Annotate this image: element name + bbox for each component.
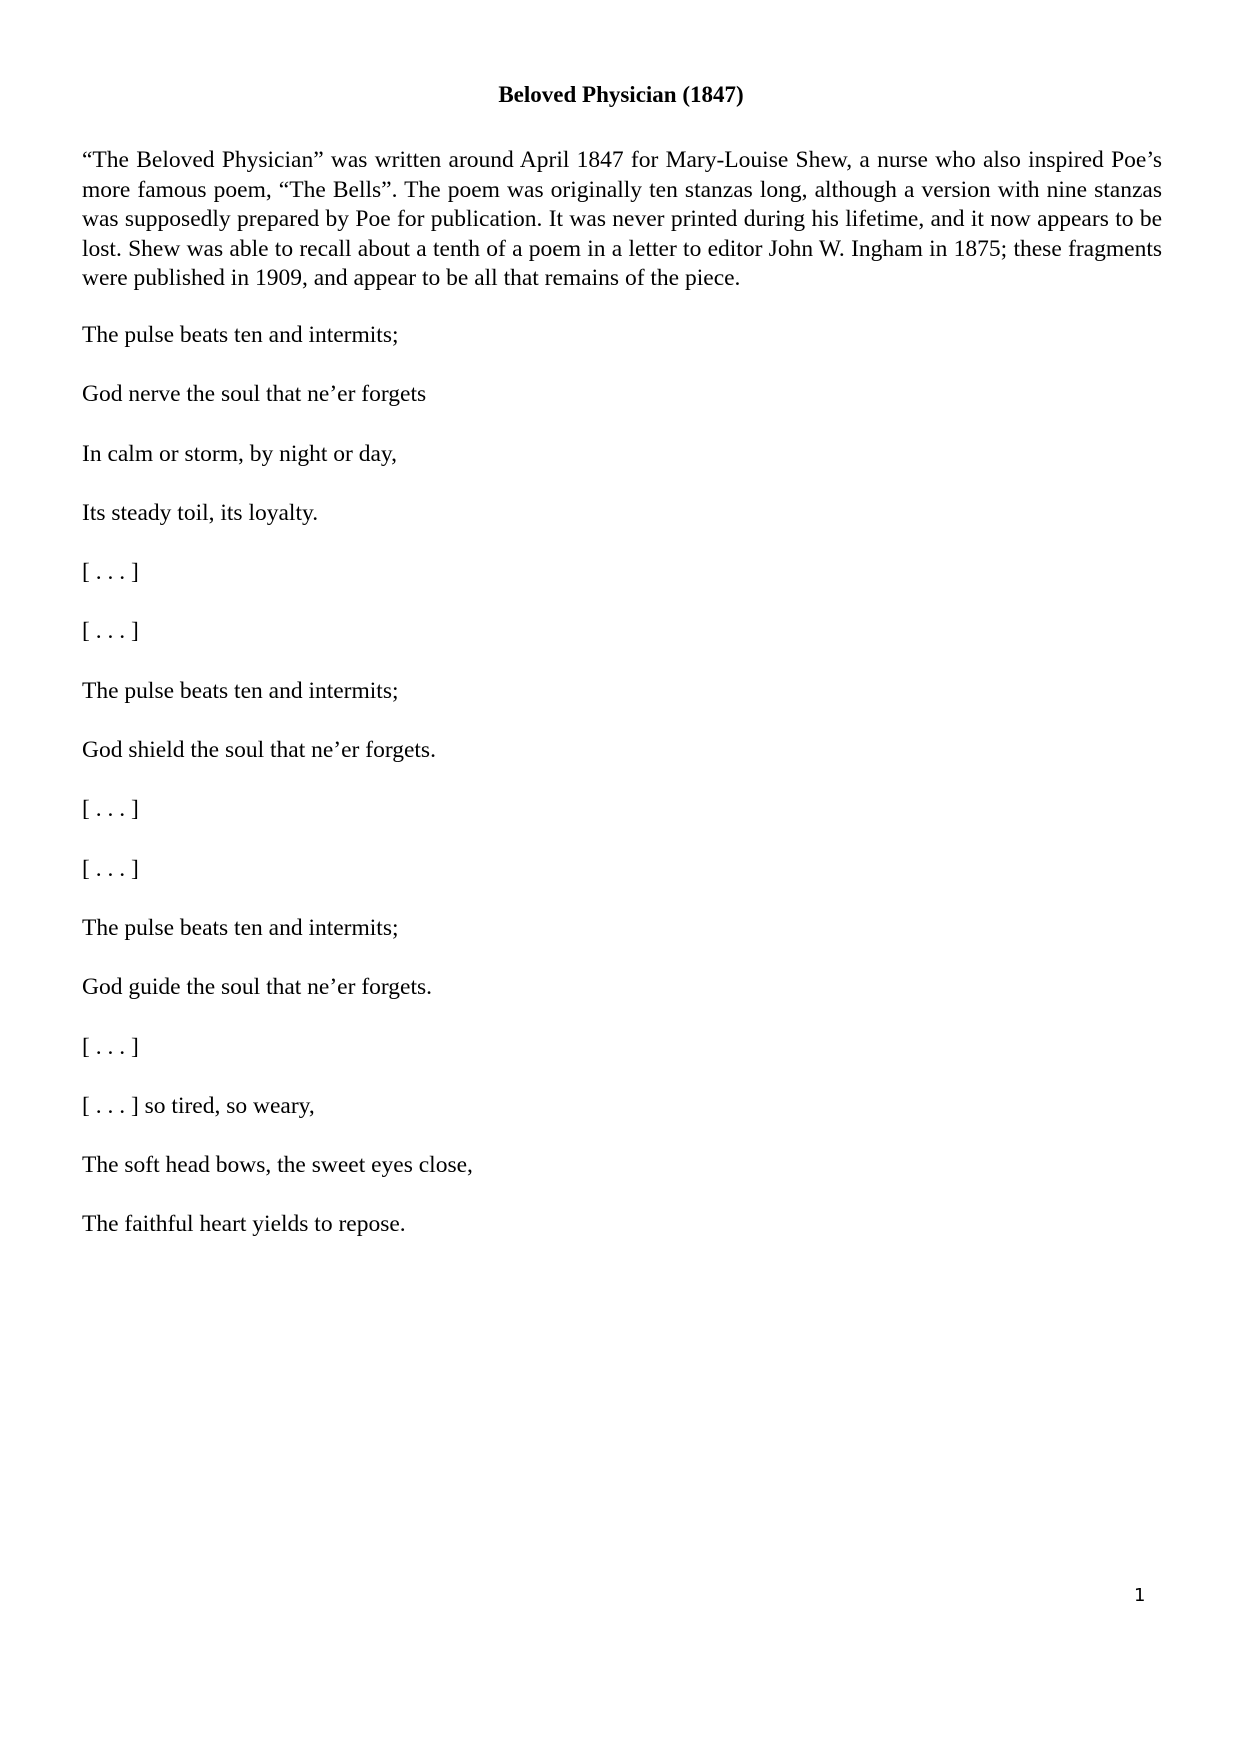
poem-fragments xyxy=(82,320,1162,1269)
poem-line: The pulse beats ten and intermits; xyxy=(82,914,399,941)
poem-line: God shield the soul that ne’er forgets. xyxy=(82,737,436,764)
poem-line: In calm or storm, by night or day, xyxy=(82,440,398,467)
poem-line: God guide the soul that ne’er forgets. xyxy=(82,974,433,1001)
poem-line: [ . . . ] xyxy=(82,796,139,823)
poem-line: [ . . . ] xyxy=(82,1033,139,1060)
poem-line: [ . . . ] xyxy=(82,559,139,586)
intro-paragraph: “The Beloved Physician” was written around April 1847 for Mary-Louise Shew, a nurse who also inspired Poe’s more famous poem, “The Bells”. The poem was originally ten stanzas long, although a version with nine stanzas was supposedly prepared by Poe for publication. It was never printed during his lifetime, and it now appears to be lost. Shew was able to recall about a tenth of a poem in a letter to editor John W. Ingham in 1875; these fragments were published in 1909, and appear to be all that remains of the piece. xyxy=(82,147,1162,291)
poem-line: The soft head bows, the sweet eyes close, xyxy=(82,1152,473,1179)
poem-line: The faithful heart yields to repose. xyxy=(82,1211,406,1238)
page-number: 1 xyxy=(1134,1585,1146,1606)
poem-line: [ . . . ] so tired, so weary, xyxy=(82,1092,315,1119)
poem-line: God nerve the soul that ne’er forgets xyxy=(82,381,427,408)
poem-line: [ . . . ] xyxy=(82,618,139,645)
poem-line: Its steady toil, its loyalty. xyxy=(82,499,319,526)
poem-line: The pulse beats ten and intermits; xyxy=(82,677,399,704)
page-title: Beloved Physician (1847) xyxy=(498,82,744,107)
poem-line: The pulse beats ten and intermits; xyxy=(82,322,399,348)
poem-line: [ . . . ] xyxy=(82,855,139,882)
